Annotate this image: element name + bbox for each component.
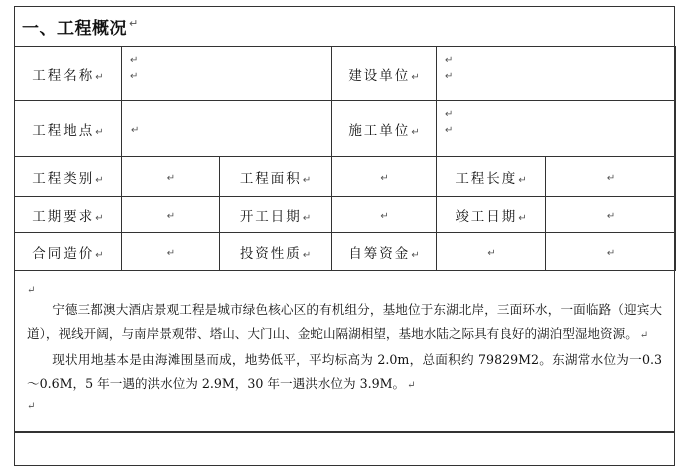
value-self-funded[interactable]: ↵: [437, 233, 546, 271]
section-title-text: 一、工程概况: [22, 19, 127, 39]
value-project-location[interactable]: ↵: [122, 101, 332, 157]
label-schedule: 工期要求↵: [15, 197, 122, 233]
section-title: [22, 14, 139, 39]
value-project-category[interactable]: ↵: [122, 157, 220, 197]
label-start-date: 开工日期↵: [220, 197, 332, 233]
value-project-area[interactable]: ↵: [332, 157, 437, 197]
bottom-divider: [14, 432, 675, 433]
value-construction-unit[interactable]: ↵ ↵: [437, 47, 676, 101]
table-row: [15, 233, 676, 271]
description-paragraph-1: 宁德三都澳大酒店景观工程是城市绿色核心区的有机组分，基地位于东湖北岸，三面环水，一面临路（迎宾大道），视线开阔，与南岸景观带、塔山、大门山、金蛇山隔湖相望，基地水陆之际具有良好的湖泊型湿地资源。 ↵: [27, 302, 662, 341]
value-contractor[interactable]: ↵ ↵: [437, 101, 676, 157]
value-extra[interactable]: ↵: [546, 233, 676, 271]
paragraph-mark-icon: ↵: [27, 285, 36, 296]
label-investment-type: 投资性质↵: [220, 233, 332, 271]
label-construction-unit: 建设单位↵: [332, 47, 437, 101]
label-self-funded: 自筹资金↵: [332, 233, 437, 271]
label-completion-date: 竣工日期↵: [437, 197, 546, 233]
table-row: [15, 47, 676, 101]
table-row: [15, 197, 676, 233]
paragraph-mark-icon: ↵: [129, 17, 139, 30]
value-project-length[interactable]: ↵: [546, 157, 676, 197]
label-project-location: 工程地点↵: [15, 101, 122, 157]
label-contractor: 施工单位↵: [332, 101, 437, 157]
value-contract-price[interactable]: ↵: [122, 233, 220, 271]
label-contract-price: 合同造价↵: [15, 233, 122, 271]
project-description: [14, 278, 675, 432]
value-schedule[interactable]: ↵: [122, 197, 220, 233]
paragraph-mark-icon: ↵: [27, 401, 36, 412]
label-project-category: 工程类别↵: [15, 157, 122, 197]
value-completion-date[interactable]: ↵: [546, 197, 676, 233]
value-project-name[interactable]: ↵ ↵: [122, 47, 332, 101]
label-project-name: 工程名称↵: [15, 47, 122, 101]
project-info-table: [14, 46, 676, 271]
value-start-date[interactable]: ↵: [332, 197, 437, 233]
table-row: [15, 157, 676, 197]
label-project-area: 工程面积↵: [220, 157, 332, 197]
label-project-length: 工程长度↵: [437, 157, 546, 197]
description-paragraph-2: 现状用地基本是由海滩围垦而成，地势低平，平均标高为 2.0m，总面积约 79829M2。东湖常水位为一0.3～0.6M，5 年一遇的洪水位为 2.9M，30 年一遇洪水位为 3.9M。 ↵: [27, 352, 662, 391]
table-row: [15, 101, 676, 157]
